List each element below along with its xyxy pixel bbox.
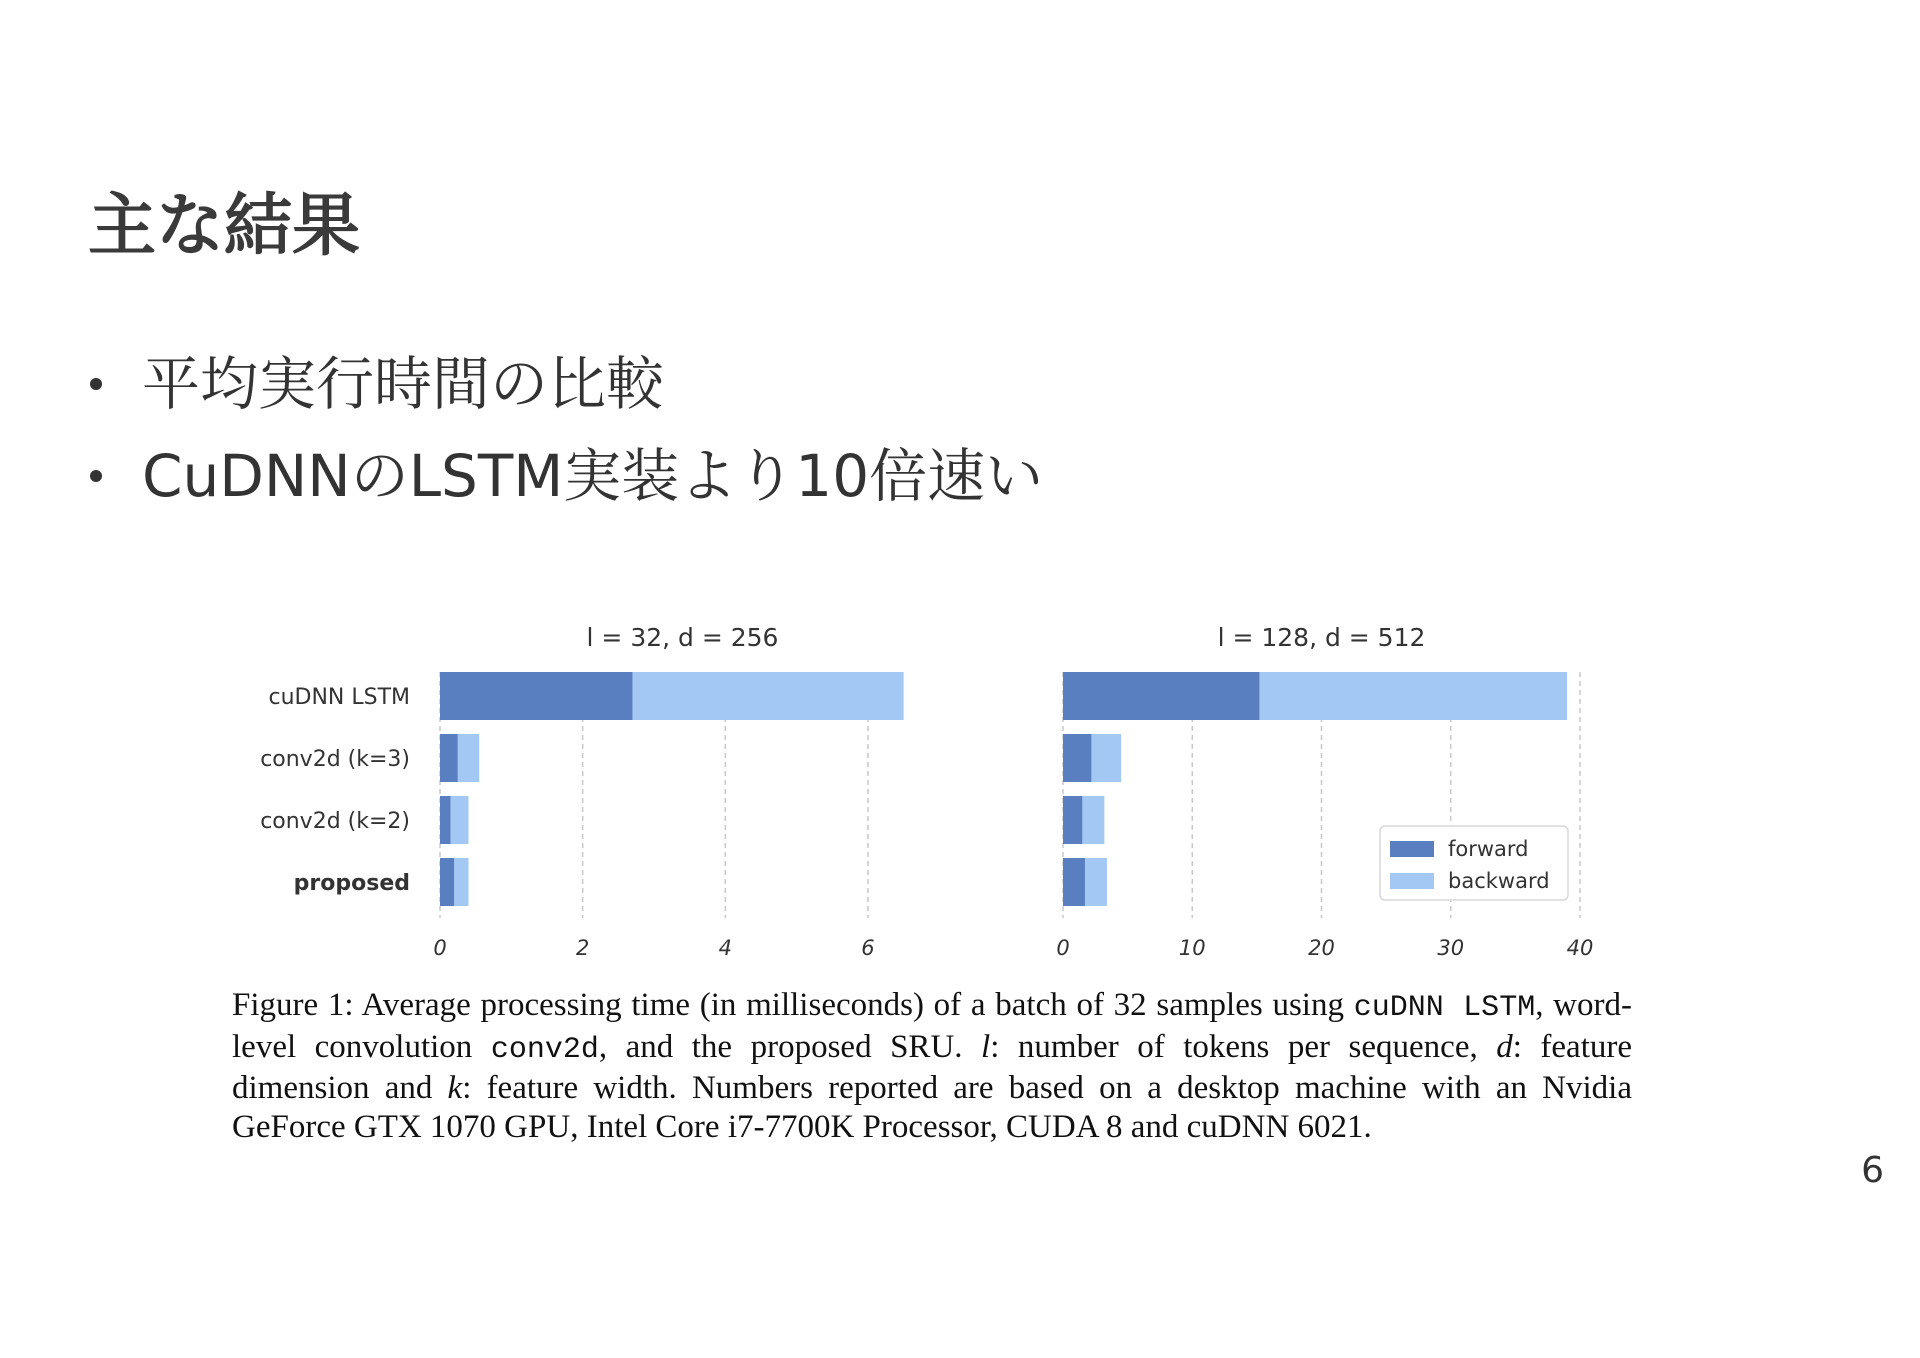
bar-backward [1082,796,1104,844]
caption-text: , and the proposed SRU. [598,1028,982,1065]
category-label: proposed [293,871,410,896]
tick-label: 6 [861,936,875,960]
bar-forward [1063,796,1082,844]
tick-label: 30 [1437,936,1465,960]
bar-backward [1259,672,1567,720]
bar-backward [1085,858,1107,906]
processing-time-chart [0,610,1920,1000]
bullet-item [88,430,1043,522]
bullet-item [88,338,1043,430]
tick-label: 20 [1308,936,1335,960]
caption-text: : number of tokens per sequence, [990,1028,1497,1065]
panel-title: l = 128, d = 512 [1217,623,1426,652]
bar-backward [1091,734,1121,782]
caption-variable: k [447,1070,463,1106]
bar-forward [440,672,633,720]
figure-caption [232,986,1632,1146]
caption-code: conv2d [490,1032,599,1067]
tick-label: 10 [1178,936,1206,960]
figure [0,610,1920,1000]
page-number: 6 [1861,1150,1884,1191]
caption-code: cuDNN LSTM [1353,991,1536,1025]
bar-backward [633,672,904,720]
bar-forward [1063,734,1091,782]
legend-label: backward [1448,869,1550,893]
caption-variable: d [1496,1028,1513,1065]
bar-forward [1063,858,1085,906]
bar-backward [458,734,479,782]
caption-text: , word-level convolution [232,987,1632,1065]
caption-text: : feature width. Numbers reported are based on a desktop machine with an Nvidia GeForce GTX 1070 GPU, Intel Core i7-7700K Processor, CUDA 8 and cuDNN 6021. [232,1070,1632,1145]
bar-backward [454,858,468,906]
bullet-list [88,338,1043,522]
bar-backward [451,796,469,844]
tick-label: 40 [1566,936,1594,960]
tick-label: 4 [718,936,732,960]
bullet-text: CuDNNのLSTM実装より10倍速い [142,442,1044,510]
bullet-dot-icon [90,378,102,390]
legend-swatch-backward [1390,873,1434,889]
caption-text: Figure 1: Average processing time (in milliseconds) of a batch of 32 samples using [232,987,1354,1023]
bar-forward [440,796,451,844]
slide-title: 主な結果 [88,187,361,266]
legend-swatch-forward [1390,841,1434,857]
caption-variable: l [981,1028,991,1065]
tick-label: 0 [1056,936,1070,960]
legend-label: forward [1448,837,1529,861]
bar-forward [440,858,454,906]
bar-forward [1063,672,1259,720]
category-label: cuDNN LSTM [268,685,410,710]
panel-title: l = 32, d = 256 [586,623,779,652]
bullet-dot-icon [90,470,102,482]
category-label: conv2d (k=2) [260,809,410,834]
bar-forward [440,734,458,782]
tick-label: 2 [575,936,590,960]
category-label: conv2d (k=3) [260,747,410,772]
tick-label: 0 [433,936,447,960]
bullet-text: 平均実行時間の比較 [142,350,665,418]
caption-text: : feature dimension and [232,1028,1633,1106]
